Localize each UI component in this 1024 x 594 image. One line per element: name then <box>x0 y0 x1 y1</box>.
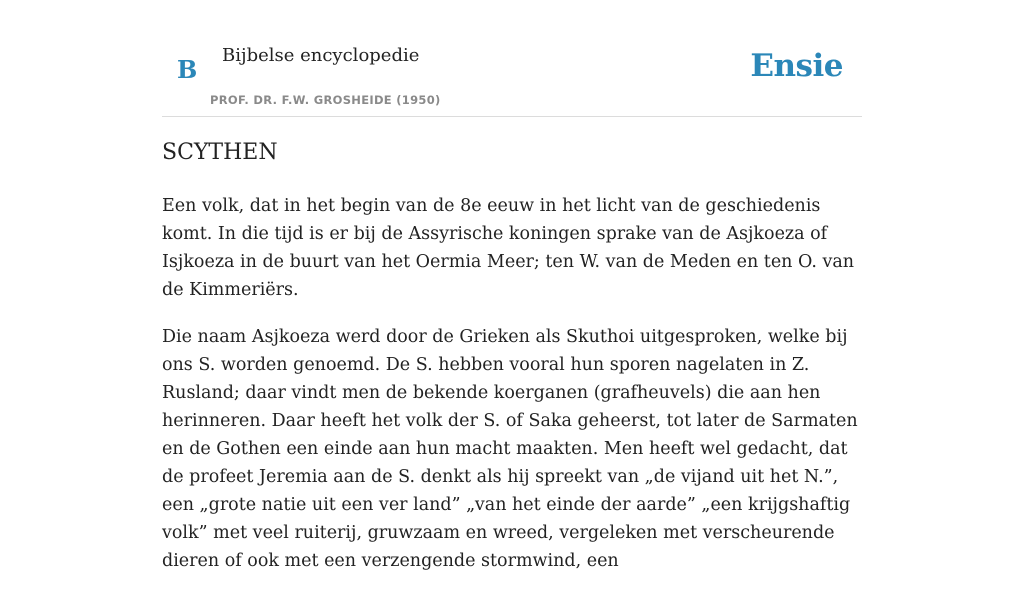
entry-paragraph: Een volk, dat in het begin van de 8e eeuw in het licht van de geschiedenis komt. In die tijd is er bij de Assyrische koningen sprake van de Asjkoeza of Isjkoeza in de buurt van het Oermia Meer; ten W. van de Meden en ten O. van de Kimmeriërs. <box>162 196 855 300</box>
entry-paragraph: Die naam Asjkoeza werd door de Grieken als Skuthoi uitgesproken, welke bij ons S. worden genoemd. De S. hebben vooral hun sporen nagelaten in Z. Rusland; daar vindt men de bekende koerganen (grafheuvels) die aan hen herinneren. Daar heeft het volk der S. of Saka geheerst, tot later de Sarmaten en de Gothen een einde aan hun macht maakten. Men heeft wel gedacht, dat de profeet Jeremia aan de S. denkt als hij spreekt van „de vijand uit het N.”, een „grote natie uit een ver land” „van het einde der aarde” „een krijgshaftig volk” met veel ruiterij, gruwzaam en wreed, vergeleken met verscheurende dieren of ook met een verzengende stormwind, een <box>162 327 858 571</box>
ensie-logo[interactable]: Ensie <box>750 48 843 84</box>
entry-content <box>162 192 868 594</box>
book-title-link[interactable]: Bijbelse encyclopedie <box>222 45 420 66</box>
book-author: PROF. DR. F.W. GROSHEIDE (1950) <box>210 93 441 107</box>
book-logo[interactable]: B <box>177 55 198 84</box>
header <box>162 0 862 117</box>
entry-title: SCYTHEN <box>162 140 278 165</box>
